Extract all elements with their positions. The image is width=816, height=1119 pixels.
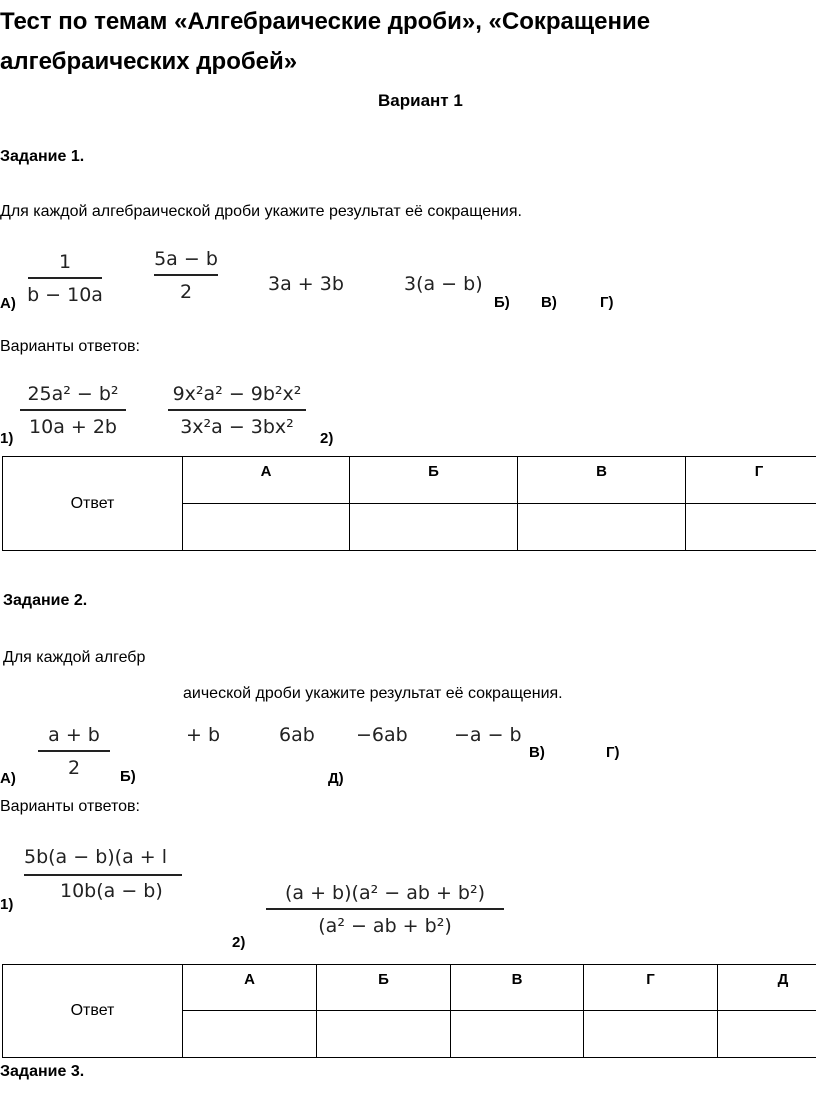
task2-option-2-numerator: (a + b)(a² − ab + b²)	[285, 882, 485, 904]
task2-label-c: В)	[529, 744, 545, 761]
task1-fraction-b-numerator: 5a − b	[154, 248, 218, 270]
task2-fraction-a	[38, 723, 110, 780]
fraction-bar	[168, 409, 306, 411]
task2-expression-c: 6ab	[279, 724, 315, 746]
task2-answer-cell[interactable]	[451, 1011, 584, 1058]
task1-expression-c: 3a + 3b	[268, 273, 344, 295]
task1-expression-d: 3(a − b)	[404, 273, 483, 295]
task2-answer-table	[2, 964, 816, 1058]
task2-column-header: Б	[317, 965, 451, 1011]
task2-option-2	[266, 881, 504, 938]
task1-option-1-denominator: 10a + 2b	[29, 415, 117, 438]
task1-option-2-numerator: 9x²a² − 9b²x²	[172, 383, 302, 405]
task2-fraction-a-denominator: 2	[67, 756, 81, 779]
task2-heading: Задание 2.	[3, 592, 88, 609]
task2-option-1	[20, 845, 182, 907]
task1-column-header: А	[183, 457, 350, 504]
task2-option-1-numerator: 5b(a − b)(a + l	[24, 846, 168, 868]
task2-option-1-denominator: 10b(a − b)	[60, 880, 163, 902]
task2-answer-cell[interactable]	[584, 1011, 718, 1058]
task1-option-1-label: 1)	[0, 430, 14, 447]
task2-answer-cell[interactable]	[718, 1011, 816, 1058]
task2-answer-cell[interactable]	[183, 1011, 317, 1058]
task2-option-2-label: 2)	[232, 934, 246, 951]
task1-column-header: В	[518, 457, 686, 504]
task2-column-header: Г	[584, 965, 718, 1011]
fraction-bar	[266, 908, 504, 910]
task2-label-d: Г)	[606, 744, 620, 761]
task1-answer-cell[interactable]	[183, 504, 350, 551]
task1-option-2-denominator: 3x²a − 3bx²	[180, 415, 294, 438]
task3-heading: Задание 3.	[0, 1063, 85, 1080]
task1-column-header: Б	[350, 457, 518, 504]
task1-options-heading: Варианты ответов:	[0, 338, 140, 355]
task1-answer-cell[interactable]	[686, 504, 816, 551]
task2-expression-e: −a − b	[454, 724, 522, 746]
task1-answer-row-label: Ответ	[3, 457, 183, 551]
task1-label-a: А)	[0, 295, 16, 312]
task2-label-e: Д)	[328, 770, 344, 787]
variant-heading: Вариант 1	[378, 91, 463, 110]
task1-fraction-b	[154, 247, 218, 304]
task1-answer-table	[2, 456, 816, 551]
task1-option-2-label: 2)	[320, 430, 334, 447]
task2-options-heading: Варианты ответов:	[0, 798, 140, 815]
task2-column-header: Д	[718, 965, 816, 1011]
task2-instruction-part1: Для каждой алгебр	[3, 649, 146, 666]
task2-label-b: Б)	[120, 768, 136, 785]
fraction-bar	[28, 277, 102, 279]
task1-label-d: Г)	[600, 294, 614, 311]
task2-column-header: В	[451, 965, 584, 1011]
task2-option-2-denominator: (a² − ab + b²)	[318, 914, 452, 937]
task2-label-a: А)	[0, 770, 16, 787]
task2-expression-d: −6ab	[356, 724, 408, 746]
task2-fraction-a-numerator: a + b	[48, 724, 100, 746]
task1-option-2	[168, 382, 306, 439]
task2-answer-cell[interactable]	[317, 1011, 451, 1058]
fraction-bar	[38, 750, 110, 752]
task1-heading: Задание 1.	[0, 148, 85, 165]
task2-column-header: А	[183, 965, 317, 1011]
task1-column-header: Г	[686, 457, 816, 504]
task1-answer-cell[interactable]	[518, 504, 686, 551]
task1-fraction-b-denominator: 2	[179, 280, 193, 303]
fraction-bar	[24, 874, 182, 876]
task1-option-1	[20, 382, 126, 439]
task2-option-1-label: 1)	[0, 896, 14, 913]
task1-option-1-numerator: 25a² − b²	[27, 383, 119, 405]
task1-answer-cell[interactable]	[350, 504, 518, 551]
page-title: Тест по темам «Алгебраические дроби», «Сокращение алгебраических дробей»	[0, 8, 651, 75]
task1-fraction-a-denominator: b − 10a	[27, 283, 103, 306]
task2-answer-row-label: Ответ	[3, 965, 183, 1058]
task2-expression-b: + b	[186, 724, 221, 746]
task1-fraction-a	[28, 250, 102, 307]
task2-instruction-part2: аической дроби укажите результат её сокращения.	[183, 685, 563, 702]
task1-label-c: В)	[541, 294, 557, 311]
task1-fraction-a-numerator: 1	[58, 251, 72, 273]
fraction-bar	[20, 409, 126, 411]
task1-instruction: Для каждой алгебраической дроби укажите результат её сокращения.	[0, 203, 522, 220]
task1-label-b: Б)	[494, 294, 510, 311]
fraction-bar	[154, 274, 218, 276]
